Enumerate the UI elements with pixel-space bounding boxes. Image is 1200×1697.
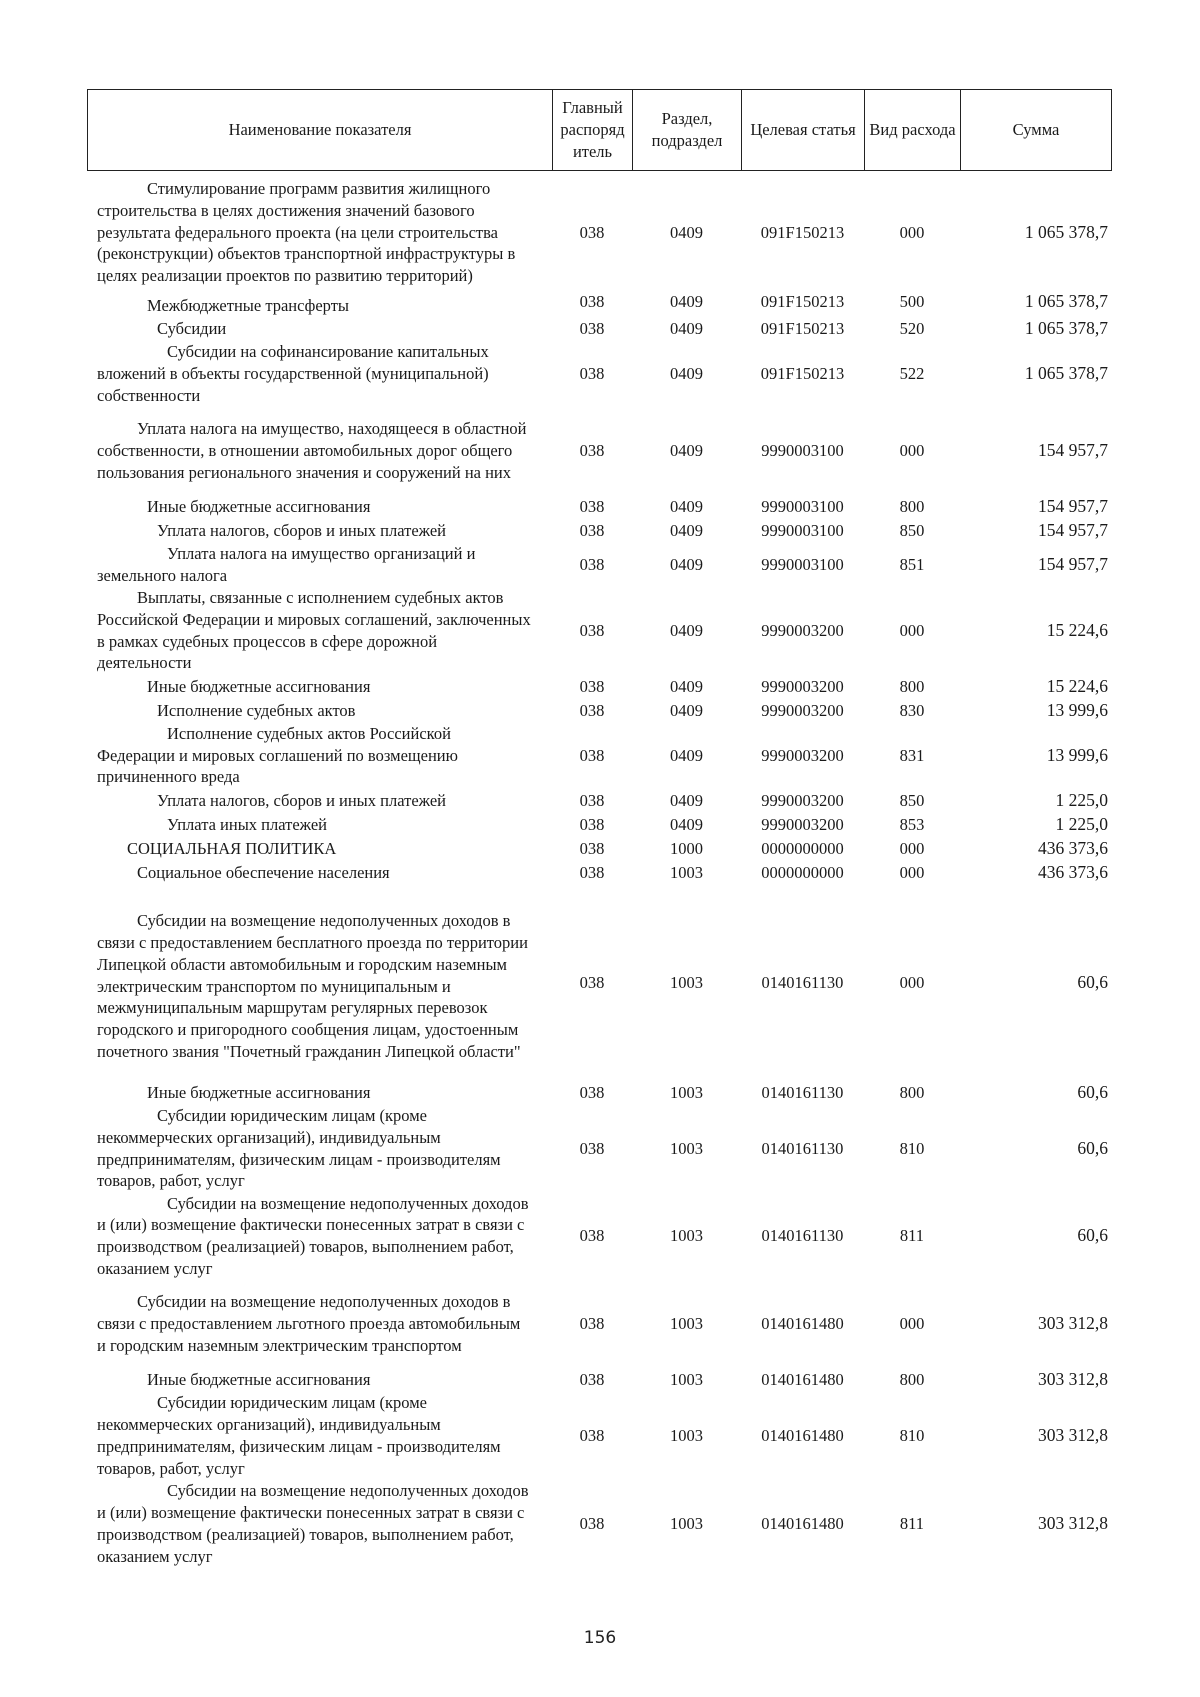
- row-target-article: 9990003100: [761, 554, 844, 574]
- row-name: Субсидии юридическим лицам (кроме некоммерческих организаций), индивидуальным предпринимателям, физическим лицам - производителям товаров, работ, услуг: [97, 1105, 501, 1191]
- row-expense-type: 851: [899, 554, 925, 574]
- table-row: [87, 1280, 1111, 1368]
- table-row: [87, 1392, 1111, 1480]
- row-section-code: 1003: [670, 1138, 703, 1158]
- row-section-code: 0409: [670, 814, 703, 834]
- row-expense-type: 830: [899, 700, 925, 720]
- row-amount: 1 065 378,7: [1024, 318, 1108, 339]
- row-expense-type: 000: [899, 838, 925, 858]
- row-admin-code: 038: [579, 497, 605, 517]
- row-target-article: 9990003200: [761, 700, 844, 720]
- header-sum: Сумма: [961, 90, 1112, 171]
- budget-table-body: [87, 178, 1111, 1568]
- row-section-code: 0409: [670, 497, 703, 517]
- row-target-article: 9990003200: [761, 745, 844, 765]
- row-expense-type: 520: [899, 319, 925, 339]
- row-section-code: 0409: [670, 554, 703, 574]
- row-name: Субсидии юридическим лицам (кроме некоммерческих организаций), индивидуальным предпринимателям, физическим лицам - производителям товаров, работ, услуг: [97, 1393, 501, 1478]
- row-admin-code: 038: [579, 838, 605, 858]
- row-admin-code: 038: [579, 1513, 605, 1533]
- table-row: [87, 287, 1111, 317]
- table-row: [87, 543, 1111, 587]
- row-section-code: 0409: [670, 745, 703, 765]
- row-target-article: 9990003200: [761, 620, 844, 640]
- row-section-code: 0409: [670, 364, 703, 384]
- row-amount: 303 312,8: [1038, 1368, 1108, 1389]
- row-amount: 154 957,7: [1038, 496, 1108, 517]
- row-name: Иные бюджетные ассигнования: [147, 676, 371, 696]
- row-target-article: 091F150213: [760, 292, 845, 312]
- header-type: Вид расхода: [865, 90, 961, 171]
- row-section-code: 1003: [670, 1369, 703, 1389]
- row-name: Субсидии на софинансирование капитальных вложений в объекты государственной (муниципальной) собственности: [97, 342, 489, 405]
- row-expense-type: 000: [899, 620, 925, 640]
- row-expense-type: 000: [899, 972, 925, 992]
- row-section-code: 0409: [670, 222, 703, 242]
- row-target-article: 9990003100: [761, 521, 844, 541]
- row-expense-type: 810: [899, 1425, 925, 1445]
- row-admin-code: 038: [579, 790, 605, 810]
- row-name: Уплата налога на имущество, находящееся в областной собственности, в отношении автомобильных дорог общего пользования регионального значения и сооружений на них: [97, 419, 527, 482]
- table-row: [87, 587, 1111, 675]
- row-admin-code: 038: [579, 319, 605, 339]
- row-name: Субсидии на возмещение недополученных доходов и (или) возмещение фактически понесенных затрат в связи с производством (реализацией) товаров, выполнением работ, оказанием услуг: [97, 1193, 529, 1278]
- row-name: Уплата налога на имущество организаций и земельного налога: [97, 543, 476, 585]
- row-section-code: 0409: [670, 620, 703, 640]
- row-expense-type: 850: [899, 521, 925, 541]
- row-name: Иные бюджетные ассигнования: [147, 1369, 371, 1389]
- row-section-code: 1003: [670, 862, 703, 882]
- row-expense-type: 500: [899, 292, 925, 312]
- table-row: [87, 723, 1111, 789]
- row-target-article: 0140161130: [761, 972, 844, 992]
- table-row: [87, 1480, 1111, 1568]
- row-target-article: 091F150213: [760, 364, 845, 384]
- row-admin-code: 038: [579, 700, 605, 720]
- row-target-article: 091F150213: [760, 222, 845, 242]
- row-admin-code: 038: [579, 1082, 605, 1102]
- row-admin-code: 038: [579, 441, 605, 461]
- row-expense-type: 800: [899, 676, 925, 696]
- row-amount: 303 312,8: [1038, 1512, 1108, 1533]
- row-section-code: 1003: [670, 1513, 703, 1533]
- row-section-code: 1003: [670, 1226, 703, 1246]
- row-target-article: 0140161480: [761, 1313, 844, 1333]
- page-number: 156: [583, 1628, 617, 1648]
- row-amount: 436 373,6: [1038, 861, 1108, 882]
- table-row: [87, 1368, 1111, 1392]
- row-amount: 13 999,6: [1046, 699, 1108, 720]
- row-target-article: 0000000000: [761, 838, 844, 858]
- row-amount: 154 957,7: [1038, 553, 1108, 574]
- table-row: [87, 789, 1111, 813]
- row-name: Иные бюджетные ассигнования: [147, 1082, 371, 1102]
- table-header: [87, 89, 1112, 171]
- row-amount: 303 312,8: [1038, 1312, 1108, 1333]
- row-target-article: 0140161480: [761, 1425, 844, 1445]
- table-row: [87, 861, 1111, 885]
- header-admin: Главный распоряд итель: [553, 90, 633, 171]
- row-admin-code: 038: [579, 1369, 605, 1389]
- row-admin-code: 038: [579, 1313, 605, 1333]
- row-name: Субсидии на возмещение недополученных доходов в связи с предоставлением льготного проезда автомобильным и городским наземным электрическим транспортом: [97, 1292, 521, 1355]
- row-expense-type: 000: [899, 862, 925, 882]
- table-row: [87, 1193, 1111, 1280]
- row-amount: 1 225,0: [1055, 813, 1108, 834]
- row-target-article: 0140161480: [761, 1369, 844, 1389]
- row-amount: 1 065 378,7: [1024, 291, 1108, 312]
- row-section-code: 1000: [670, 838, 703, 858]
- row-admin-code: 038: [579, 222, 605, 242]
- row-target-article: 0140161130: [761, 1138, 844, 1158]
- row-name: Межбюджетные трансферты: [147, 296, 350, 316]
- row-admin-code: 038: [579, 1138, 605, 1158]
- row-name: Выплаты, связанные с исполнением судебных актов Российской Федерации и мировых соглашений, заключенных в рамках судебных процессов в сфере дорожной деятельности: [97, 587, 531, 673]
- row-section-code: 1003: [670, 1313, 703, 1333]
- row-name: Исполнение судебных актов Российской Федерации и мировых соглашений по возмещению причиненного вреда: [97, 723, 458, 787]
- row-expense-type: 800: [899, 497, 925, 517]
- row-expense-type: 522: [899, 364, 925, 384]
- row-expense-type: 853: [899, 814, 925, 834]
- row-amount: 15 224,6: [1046, 619, 1108, 640]
- table-row: [87, 1105, 1111, 1193]
- row-name: Уплата иных платежей: [167, 814, 328, 834]
- row-target-article: 9990003100: [761, 441, 844, 461]
- row-admin-code: 038: [579, 292, 605, 312]
- row-target-article: 0000000000: [761, 862, 844, 882]
- table-row: [87, 1081, 1111, 1105]
- row-expense-type: 811: [899, 1226, 925, 1246]
- header-section: Раздел, подраздел: [633, 90, 742, 171]
- row-expense-type: 831: [899, 745, 925, 765]
- row-section-code: 0409: [670, 292, 703, 312]
- row-target-article: 9990003100: [761, 497, 844, 517]
- row-target-article: 0140161130: [761, 1226, 844, 1246]
- row-section-code: 0409: [670, 700, 703, 720]
- row-amount: 15 224,6: [1046, 675, 1108, 696]
- row-admin-code: 038: [579, 745, 605, 765]
- table-row: [87, 699, 1111, 723]
- row-expense-type: 850: [899, 790, 925, 810]
- row-section-code: 0409: [670, 319, 703, 339]
- row-amount: 1 065 378,7: [1024, 363, 1108, 384]
- table-row: [87, 675, 1111, 699]
- row-section-code: 0409: [670, 676, 703, 696]
- header-target: Целевая статья: [742, 90, 865, 171]
- row-amount: 60,6: [1077, 1225, 1108, 1246]
- row-section-code: 1003: [670, 1082, 703, 1102]
- row-amount: 1 225,0: [1055, 789, 1108, 810]
- table-row: [87, 178, 1111, 287]
- header-name: Наименование показателя: [88, 90, 553, 171]
- row-amount: 303 312,8: [1038, 1424, 1108, 1445]
- row-name: Уплата налогов, сборов и иных платежей: [157, 521, 446, 541]
- row-target-article: 0140161130: [761, 1082, 844, 1102]
- row-expense-type: 800: [899, 1369, 925, 1389]
- row-amount: 60,6: [1077, 1137, 1108, 1158]
- table-row: [87, 341, 1111, 407]
- table-row: [87, 317, 1111, 341]
- row-target-article: 9990003200: [761, 814, 844, 834]
- row-section-code: 0409: [670, 441, 703, 461]
- row-name: Субсидии: [157, 319, 227, 339]
- row-expense-type: 800: [899, 1082, 925, 1102]
- row-target-article: 091F150213: [760, 319, 845, 339]
- row-admin-code: 038: [579, 1226, 605, 1246]
- row-target-article: 9990003200: [761, 790, 844, 810]
- row-amount: 13 999,6: [1046, 744, 1108, 765]
- row-admin-code: 038: [579, 620, 605, 640]
- table-row: [87, 519, 1111, 543]
- row-section-code: 1003: [670, 972, 703, 992]
- row-name: Социальное обеспечение населения: [137, 862, 390, 882]
- row-target-article: 0140161480: [761, 1513, 844, 1533]
- budget-table: [87, 178, 1111, 1568]
- row-expense-type: 811: [899, 1513, 925, 1533]
- table-row: [87, 407, 1111, 495]
- row-amount: 1 065 378,7: [1024, 221, 1108, 242]
- row-admin-code: 038: [579, 676, 605, 696]
- row-expense-type: 000: [899, 222, 925, 242]
- row-admin-code: 038: [579, 521, 605, 541]
- row-target-article: 9990003200: [761, 676, 844, 696]
- row-amount: 154 957,7: [1038, 520, 1108, 541]
- row-amount: 436 373,6: [1038, 837, 1108, 858]
- row-amount: 154 957,7: [1038, 440, 1108, 461]
- row-section-code: 0409: [670, 790, 703, 810]
- row-admin-code: 038: [579, 1425, 605, 1445]
- table-row: [87, 813, 1111, 837]
- row-expense-type: 000: [899, 1313, 925, 1333]
- row-admin-code: 038: [579, 554, 605, 574]
- row-section-code: 0409: [670, 521, 703, 541]
- table-row: [87, 495, 1111, 519]
- table-row: [87, 885, 1111, 1081]
- row-amount: 60,6: [1077, 1081, 1108, 1102]
- row-admin-code: 038: [579, 972, 605, 992]
- row-name: Иные бюджетные ассигнования: [147, 497, 371, 517]
- row-admin-code: 038: [579, 814, 605, 834]
- row-expense-type: 810: [899, 1138, 925, 1158]
- row-name: Субсидии на возмещение недополученных доходов и (или) возмещение фактически понесенных затрат в связи с производством (реализацией) товаров, выполнением работ, оказанием услуг: [97, 1481, 529, 1566]
- row-name: Субсидии на возмещение недополученных доходов в связи с предоставлением бесплатного проезда по территории Липецкой области автомобильным и городским наземным электрическим транспортом по муниципальным и межмуниципальным маршрутам регулярных перевозок городского и пригородного сообщения лицам, удостоенным почетного звания "Почетный гражданин Липецкой области": [97, 911, 528, 1062]
- row-admin-code: 038: [579, 364, 605, 384]
- row-expense-type: 000: [899, 441, 925, 461]
- row-name: Стимулирование программ развития жилищного строительства в целях достижения значений базового результата федерального проекта (на цели строительства (реконструкции) объектов транспортной инфраструктуры в целях реализации проектов по развитию территорий): [97, 179, 516, 286]
- row-section-code: 1003: [670, 1425, 703, 1445]
- row-name: Исполнение судебных актов: [157, 700, 356, 720]
- row-name: Уплата налогов, сборов и иных платежей: [157, 790, 446, 810]
- row-admin-code: 038: [579, 862, 605, 882]
- row-name: СОЦИАЛЬНАЯ ПОЛИТИКА: [127, 838, 337, 858]
- table-row: [87, 837, 1111, 861]
- row-amount: 60,6: [1077, 971, 1108, 992]
